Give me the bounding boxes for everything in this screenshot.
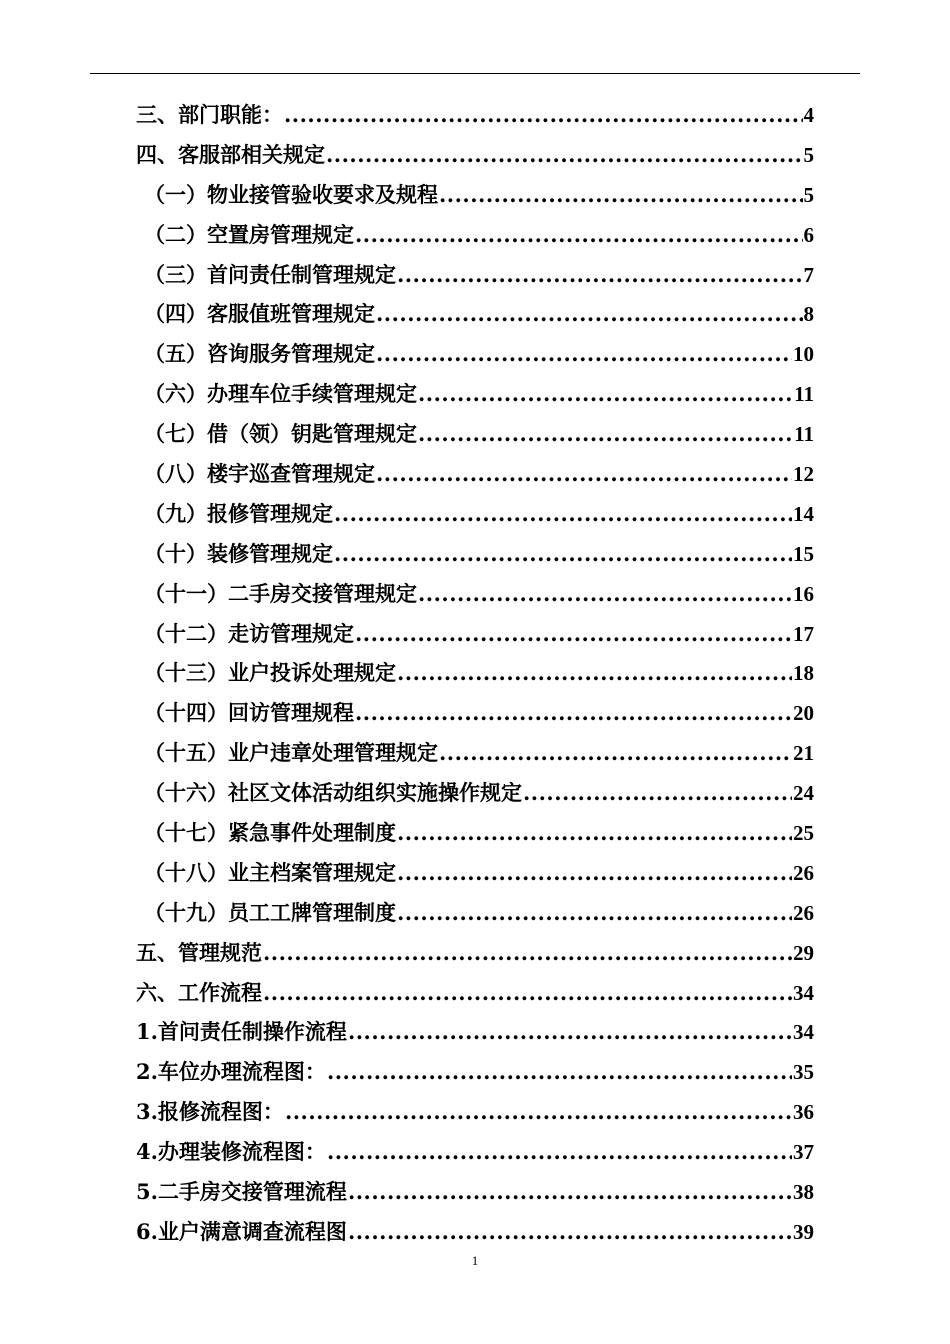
toc-entry-title: （十六）社区文体活动组织实施操作规定 <box>144 780 522 806</box>
toc-entry-title: 六、工作流程 <box>136 979 262 1005</box>
toc-dot-leader <box>439 175 803 215</box>
toc-entry-page: 38 <box>793 1180 814 1205</box>
toc-entry-page: 16 <box>793 581 814 606</box>
toc-dot-leader <box>397 893 792 933</box>
toc-entry[interactable] <box>136 574 814 614</box>
toc-entry-page: 29 <box>793 940 814 965</box>
toc-entry-page: 4 <box>803 103 814 127</box>
toc-entry-page: 24 <box>793 781 814 806</box>
toc-entry[interactable] <box>136 1092 814 1132</box>
toc-entry[interactable] <box>136 175 814 215</box>
toc-entry-title: （四）客服值班管理规定 <box>144 301 375 327</box>
toc-dot-leader <box>348 1012 792 1052</box>
toc-entry-title: （六）办理车位手续管理规定 <box>144 381 417 407</box>
toc-entry-page: 11 <box>794 422 814 447</box>
toc-dot-leader <box>376 454 792 494</box>
toc-entry-page: 21 <box>793 741 814 766</box>
toc-dot-leader <box>348 1212 792 1252</box>
toc-entry-title: （九）报修管理规定 <box>144 500 333 526</box>
toc-entry-title: （七）借（领）钥匙管理规定 <box>144 421 417 447</box>
toc-entry-title: （十）装修管理规定 <box>144 540 333 566</box>
toc-entry[interactable] <box>136 653 814 693</box>
toc-entry[interactable] <box>136 374 814 414</box>
table-of-contents <box>136 95 814 1252</box>
toc-entry[interactable] <box>136 853 814 893</box>
toc-entry[interactable] <box>136 1012 814 1052</box>
toc-entry-page: 5 <box>803 142 814 167</box>
toc-entry-page: 8 <box>803 302 814 327</box>
toc-dot-leader <box>439 733 792 773</box>
toc-entry-page: 26 <box>793 860 814 885</box>
toc-dot-leader <box>397 653 792 693</box>
toc-dot-leader <box>397 853 792 893</box>
toc-entry[interactable] <box>136 773 814 813</box>
toc-entry[interactable] <box>136 534 814 574</box>
toc-entry-title: （一）物业接管验收要求及规程 <box>144 181 438 207</box>
toc-entry-title: 2.车位办理流程图： <box>136 1059 326 1085</box>
toc-entry[interactable] <box>136 1172 814 1212</box>
toc-entry[interactable] <box>136 1212 814 1252</box>
toc-dot-leader <box>355 215 803 255</box>
toc-entry-page: 18 <box>793 661 814 686</box>
toc-entry-title: （十八）业主档案管理规定 <box>144 859 396 885</box>
toc-entry-page: 14 <box>793 501 814 526</box>
toc-dot-leader <box>418 414 793 454</box>
toc-entry[interactable] <box>136 933 814 973</box>
toc-dot-leader <box>376 334 792 374</box>
toc-entry[interactable] <box>136 215 814 255</box>
toc-entry[interactable] <box>136 693 814 733</box>
toc-dot-leader <box>355 693 792 733</box>
toc-dot-leader <box>397 255 803 295</box>
toc-entry[interactable] <box>136 454 814 494</box>
toc-entry-title: 4.办理装修流程图： <box>136 1139 326 1165</box>
toc-entry-page: 11 <box>794 382 814 407</box>
toc-entry-title: 3.报修流程图： <box>136 1099 284 1125</box>
toc-dot-leader <box>355 614 792 654</box>
toc-dot-leader <box>376 294 803 334</box>
toc-entry-page: 15 <box>793 541 814 566</box>
toc-entry[interactable] <box>136 1132 814 1172</box>
toc-dot-leader <box>285 1092 792 1132</box>
toc-entry-title: （八）楼宇巡查管理规定 <box>144 461 375 487</box>
page-number: 1 <box>471 1253 479 1268</box>
toc-dot-leader <box>523 773 792 813</box>
toc-entry-title: （十一）二手房交接管理规定 <box>144 580 417 606</box>
toc-dot-leader <box>418 574 792 614</box>
toc-entry-page: 34 <box>793 980 814 1005</box>
toc-entry-title: 6.业户满意调查流程图 <box>136 1218 347 1244</box>
toc-entry-page: 36 <box>793 1100 814 1125</box>
toc-entry-title: 5.二手房交接管理流程 <box>136 1179 347 1205</box>
toc-entry-title: （十七）紧急事件处理制度 <box>144 820 396 846</box>
toc-entry-title: （十三）业户投诉处理规定 <box>144 660 396 686</box>
toc-entry-title: 五、管理规范 <box>136 939 262 965</box>
toc-dot-leader <box>334 494 792 534</box>
toc-entry-title: （十二）走访管理规定 <box>144 620 354 646</box>
toc-entry-page: 37 <box>793 1140 814 1165</box>
toc-entry-page: 7 <box>803 262 814 287</box>
toc-dot-leader <box>327 1132 792 1172</box>
toc-entry-page: 39 <box>793 1219 814 1244</box>
toc-entry[interactable] <box>136 813 814 853</box>
toc-entry[interactable] <box>136 733 814 773</box>
toc-entry-title: （十五）业户违章处理管理规定 <box>144 740 438 766</box>
toc-entry-page: 17 <box>793 621 814 646</box>
toc-entry-page: 6 <box>803 222 814 247</box>
toc-entry-page: 20 <box>793 701 814 726</box>
toc-entry-page: 10 <box>793 342 814 367</box>
toc-entry[interactable] <box>136 494 814 534</box>
toc-entry-page: 35 <box>793 1060 814 1085</box>
toc-entry[interactable] <box>136 294 814 334</box>
toc-entry-title: （十四）回访管理规程 <box>144 700 354 726</box>
toc-entry-title: （二）空置房管理规定 <box>144 221 354 247</box>
toc-entry[interactable] <box>136 973 814 1013</box>
toc-dot-leader <box>348 1172 792 1212</box>
toc-entry-title: （五）咨询服务管理规定 <box>144 341 375 367</box>
toc-entry[interactable] <box>136 255 814 295</box>
toc-entry[interactable] <box>136 135 814 175</box>
toc-entry-title: （三）首问责任制管理规定 <box>144 261 396 287</box>
toc-entry-title: 三、部门职能： <box>136 102 283 127</box>
toc-dot-leader <box>334 534 792 574</box>
toc-entry-page: 5 <box>803 182 814 207</box>
toc-dot-leader <box>397 813 792 853</box>
toc-dot-leader <box>418 374 793 414</box>
toc-entry-title: （十九）员工工牌管理制度 <box>144 899 396 925</box>
toc-entry[interactable] <box>136 893 814 933</box>
header-rule <box>90 73 860 74</box>
toc-entry-title: 1.首问责任制操作流程 <box>136 1019 347 1045</box>
toc-entry-page: 26 <box>793 900 814 925</box>
toc-dot-leader <box>263 973 792 1013</box>
toc-entry-page: 12 <box>793 462 814 487</box>
toc-entry[interactable] <box>136 614 814 654</box>
toc-dot-leader <box>326 135 803 175</box>
toc-entry[interactable] <box>136 1052 814 1092</box>
toc-dot-leader <box>263 933 792 973</box>
toc-dot-leader <box>284 95 803 135</box>
toc-entry-page: 25 <box>793 821 814 846</box>
toc-dot-leader <box>327 1052 792 1092</box>
toc-entry[interactable] <box>136 95 814 135</box>
toc-entry-title: 四、客服部相关规定 <box>136 141 325 167</box>
toc-entry[interactable] <box>136 334 814 374</box>
toc-entry[interactable] <box>136 414 814 454</box>
toc-entry-page: 34 <box>793 1020 814 1045</box>
